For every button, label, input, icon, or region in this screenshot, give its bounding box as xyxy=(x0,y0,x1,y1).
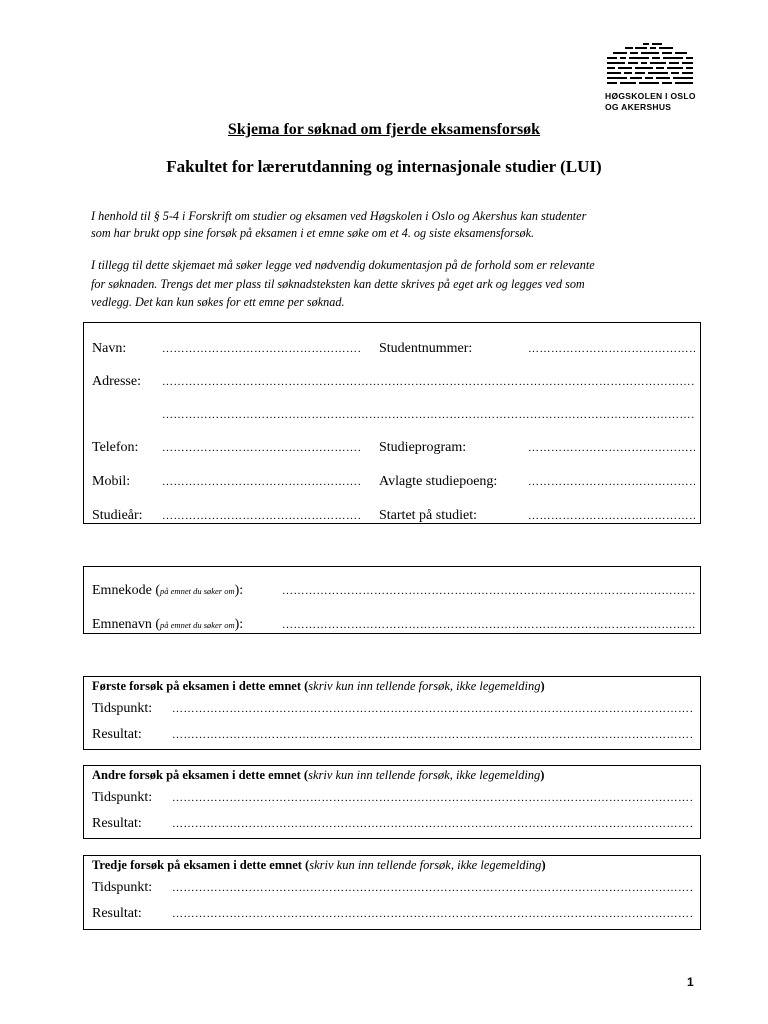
startet-field[interactable] xyxy=(528,510,695,522)
studentnummer-field[interactable] xyxy=(528,343,695,355)
emnenavn-hint: på emnet du søker om xyxy=(160,620,235,630)
mobil-field[interactable] xyxy=(162,476,362,488)
faculty-subtitle: Fakultet for lærerutdanning og internasjonale studier (LUI) xyxy=(166,157,602,176)
emnekode-field[interactable] xyxy=(282,585,695,597)
intro-paragraph-1 xyxy=(91,208,691,242)
attempt-open-paren: ( xyxy=(300,768,309,782)
attempt-close-paren: ) xyxy=(541,858,546,872)
page-number: 1 xyxy=(687,975,694,989)
studentnummer-label: Studentnummer: xyxy=(379,341,473,356)
studiear-field[interactable] xyxy=(162,510,362,522)
emnenavn-close: ): xyxy=(234,617,244,632)
resultat-field[interactable] xyxy=(172,818,694,830)
tidspunkt-field[interactable] xyxy=(172,882,694,894)
navn-label: Navn: xyxy=(92,341,127,356)
logo-line-1: HØGSKOLEN I OSLO xyxy=(605,91,696,101)
attempt-box-3 xyxy=(83,855,701,930)
intro-line: vedlegg. Det kan kun søkes for ett emne per søknad. xyxy=(91,295,345,309)
adresse-field-2[interactable] xyxy=(162,409,695,421)
attempt-close-paren: ) xyxy=(540,768,545,782)
attempt-title: Tredje forsøk på eksamen i dette emnet xyxy=(92,858,302,872)
studieprogram-label: Studieprogram: xyxy=(379,440,467,455)
tidspunkt-field[interactable] xyxy=(172,792,694,804)
startet-label: Startet på studiet: xyxy=(379,508,477,523)
attempt-header xyxy=(92,679,545,694)
attempt-open-paren: ( xyxy=(301,858,310,872)
attempt-title: Andre forsøk på eksamen i dette emnet xyxy=(92,768,301,782)
attempt-title: Første forsøk på eksamen i dette emnet xyxy=(92,679,301,693)
attempt-close-paren: ) xyxy=(540,679,545,693)
tidspunkt-label: Tidspunkt: xyxy=(92,880,153,895)
intro-paragraph-2 xyxy=(91,256,691,312)
emnenavn-text: Emnenavn ( xyxy=(92,617,161,632)
emnenavn-label xyxy=(92,617,243,633)
tidspunkt-label: Tidspunkt: xyxy=(92,790,153,805)
intro-line: I henhold til § 5-4 i Forskrift om studier og eksamen ved Høgskolen i Oslo og Akershus kan studenter xyxy=(91,209,587,223)
attempt-note: skriv kun inn tellende forsøk, ikke legemelding xyxy=(309,858,542,872)
attempt-note: skriv kun inn tellende forsøk, ikke legemelding xyxy=(308,768,541,782)
studiepoeng-field[interactable] xyxy=(528,476,695,488)
emnenavn-field[interactable] xyxy=(282,619,695,631)
telefon-field[interactable] xyxy=(162,442,362,454)
attempt-box-2 xyxy=(83,765,701,839)
emnekode-text: Emnekode ( xyxy=(92,583,161,598)
resultat-label: Resultat: xyxy=(92,816,142,831)
studiear-label: Studieår: xyxy=(92,508,143,523)
studieprogram-field[interactable] xyxy=(528,442,695,454)
emnekode-close: ): xyxy=(234,583,244,598)
tidspunkt-label: Tidspunkt: xyxy=(92,701,153,716)
intro-line: I tillegg til dette skjemaet må søker legge ved nødvendig dokumentasjon på de forhold som er relevante xyxy=(91,258,595,272)
personal-info-box xyxy=(83,322,701,524)
intro-line: for søknaden. Trengs det mer plass til søknadsteksten kan dette skrives på eget ark og legges ved som xyxy=(91,276,585,291)
resultat-field[interactable] xyxy=(172,908,694,920)
resultat-field[interactable] xyxy=(172,729,694,741)
navn-field[interactable] xyxy=(162,343,362,355)
adresse-field-1[interactable] xyxy=(162,376,695,388)
attempt-box-1 xyxy=(83,676,701,750)
attempt-note: skriv kun inn tellende forsøk, ikke legemelding xyxy=(308,679,541,693)
studiepoeng-label: Avlagte studiepoeng: xyxy=(379,474,498,489)
attempt-header xyxy=(92,858,546,873)
logo-mark-icon xyxy=(605,43,695,87)
institution-logo xyxy=(605,43,697,113)
emnekode-hint: på emnet du søker om xyxy=(160,586,235,596)
logo-text xyxy=(605,91,697,113)
telefon-label: Telefon: xyxy=(92,440,139,455)
form-title: Skjema for søknad om fjerde eksamensforsøk xyxy=(227,121,541,138)
emnekode-label xyxy=(92,583,243,599)
resultat-label: Resultat: xyxy=(92,727,142,742)
tidspunkt-field[interactable] xyxy=(172,703,694,715)
resultat-label: Resultat: xyxy=(92,906,142,921)
mobil-label: Mobil: xyxy=(92,474,131,489)
course-box xyxy=(83,566,701,634)
attempt-open-paren: ( xyxy=(300,679,309,693)
attempt-header xyxy=(92,768,544,783)
intro-line: som har brukt opp sine forsøk på eksamen i et emne søke om et 4. og siste eksamensforsøk. xyxy=(91,226,535,240)
adresse-label: Adresse: xyxy=(92,374,141,389)
logo-line-2: OG AKERSHUS xyxy=(605,102,672,112)
